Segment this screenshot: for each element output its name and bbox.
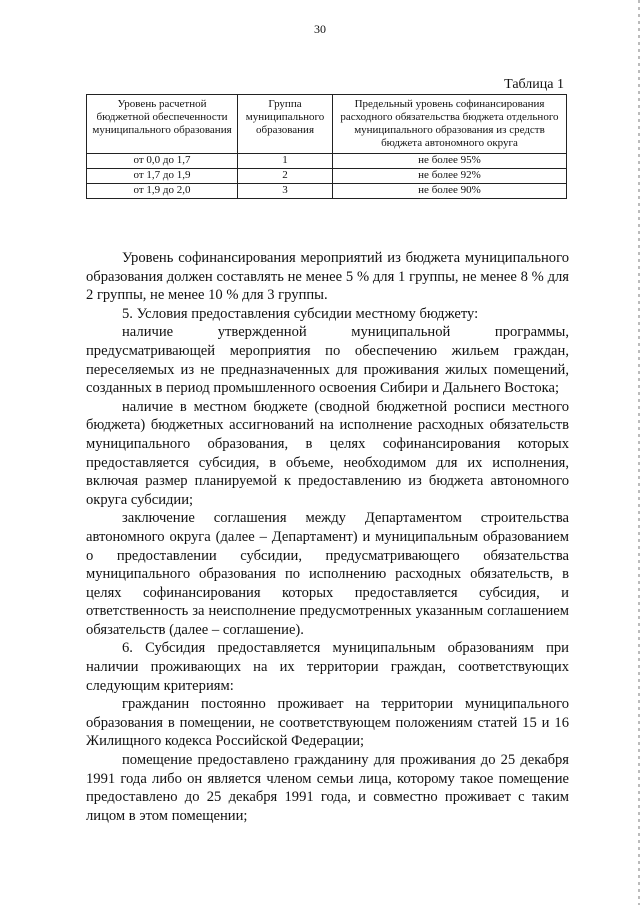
subsidy-level-table <box>86 94 567 199</box>
cell-group: 1 <box>238 154 333 169</box>
cell-budget-level: от 1,7 до 1,9 <box>87 169 238 184</box>
header-group: Группа муниципального образования <box>238 95 333 154</box>
header-budget-level: Уровень расчетной бюджетной обеспеченности муниципального образования <box>87 95 238 154</box>
table-caption: Таблица 1 <box>504 77 564 92</box>
paragraph-criterion-provision: помещение предоставлено гражданину для проживания до 25 декабря 1991 года либо он является членом семьи лица, которому такое помещение предоставлено до 25 декабря 1991 года, и совместно проживает с таким лицом в этом помещении; <box>86 752 569 824</box>
paragraph-section-6: 6. Субсидия предоставляется муниципальным образованиям при наличии проживающих на их территории граждан, соответствующих следующим критериям: <box>86 640 569 694</box>
page-number: 30 <box>314 22 326 36</box>
header-cofinancing-limit: Предельный уровень софинансирования расходного обязательства бюджета отдельного муниципального образования из средств бюджета автономного округа <box>333 95 567 154</box>
table-row <box>87 169 567 184</box>
cell-cofinancing-limit: не более 90% <box>333 184 567 199</box>
cell-group: 2 <box>238 169 333 184</box>
paragraph-condition-budget: наличие в местном бюджете (сводной бюджетной росписи местного бюджета) бюджетных ассигнований на исполнение расходных обязательств муниципального образования, в целях софинансирования которых предоставляется субсидия, в объеме, необходимом для их исполнения, включая размер планируемой к предоставлению из бюджета автономного округа субсидии; <box>86 398 569 508</box>
table-row <box>87 154 567 169</box>
cell-cofinancing-limit: не более 92% <box>333 169 567 184</box>
cell-budget-level: от 0,0 до 1,7 <box>87 154 238 169</box>
paragraph-condition-program: наличие утвержденной муниципальной программы, предусматривающей мероприятия по обеспечению жильем граждан, переселяемых из не предназначенных для проживания жилых помещений, созданных в период промышленного освоения Сибири и Дальнего Востока; <box>86 324 569 397</box>
cell-group: 3 <box>238 184 333 199</box>
cell-budget-level: от 1,9 до 2,0 <box>87 184 238 199</box>
table-row <box>87 184 567 199</box>
paragraph-section-5-heading: 5. Условия предоставления субсидии местному бюджету: <box>122 305 479 322</box>
cell-cofinancing-limit: не более 95% <box>333 154 567 169</box>
document-body <box>86 249 569 825</box>
paragraph-criterion-residence: гражданин постоянно проживает на территории муниципального образования в помещении, не соответствующем положениям статей 15 и 16 Жилищного кодекса Российской Федерации; <box>86 696 569 750</box>
table-header-row <box>87 95 567 154</box>
paragraph-condition-agreement: заключение соглашения между Департаментом строительства автономного округа (далее – Департамент) и муниципальным образованием о предоставлении субсидии, предусматривающего обязательства муниципального образования по исполнению расходных обязательств, в целях софинансирования которых предоставляется субсидия, и ответственность за неисполнение предусмотренных указанным соглашением обязательств (далее – соглашение). <box>86 510 569 638</box>
paragraph-cofinancing-level: Уровень софинансирования мероприятий из бюджета муниципального образования должен составлять не менее 5 % для 1 группы, не менее 8 % для 2 группы, не менее 10 % для 3 группы. <box>86 250 569 304</box>
